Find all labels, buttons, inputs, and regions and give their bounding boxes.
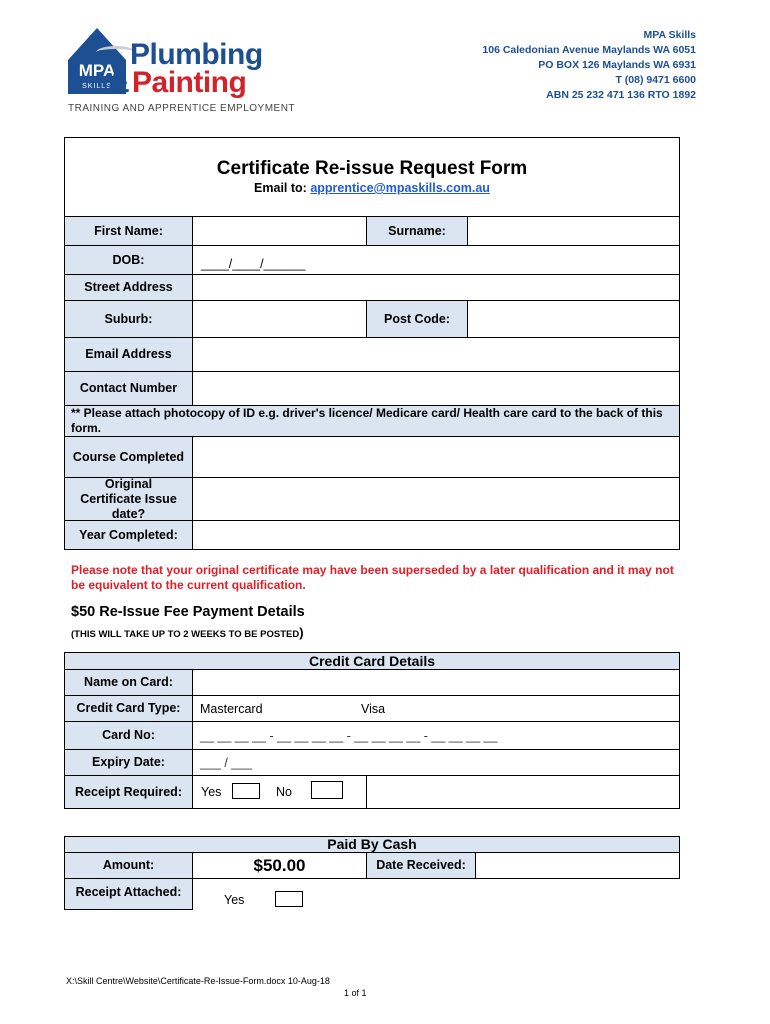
date-received-label: Date Received:	[366, 852, 476, 879]
logo-tagline: TRAINING AND APPRENTICE EMPLOYMENT	[68, 103, 296, 114]
logo-sub: SKILLS	[82, 83, 112, 90]
suburb-field[interactable]	[192, 300, 367, 338]
suburb-label: Suburb:	[64, 300, 193, 338]
payment-subheading-text: (THIS WILL TAKE UP TO 2 WEEKS TO BE POSTED	[71, 629, 300, 640]
email-address-label: Email Address	[64, 337, 193, 372]
payment-subheading-close: )	[299, 625, 304, 640]
credit-card-title: Credit Card Details	[64, 652, 680, 670]
original-cert-label: Original Certificate Issue date?	[64, 477, 193, 521]
receipt-yes-label: Yes	[201, 785, 222, 799]
footer-path: X:\Skill Centre\Website\Certificate-Re-Issue-Form.docx 10-Aug-18	[66, 976, 330, 986]
contact-field[interactable]	[192, 371, 680, 406]
receipt-required-label: Receipt Required:	[64, 775, 193, 809]
expiry-field[interactable]: ___ / ___	[192, 749, 680, 776]
receipt-attached-checkbox[interactable]	[275, 891, 303, 907]
receipt-no-checkbox[interactable]	[311, 781, 343, 799]
org-name: MPA Skills	[643, 29, 696, 41]
org-address: 106 Caledonian Avenue Maylands WA 6051	[482, 44, 696, 56]
cash-amount-label: Amount:	[64, 852, 193, 879]
receipt-attached-options	[192, 878, 367, 910]
supersede-notice: Please note that your original certificate may have been superseded by a later qualification and it may not be equivalent to the current qualification.	[71, 563, 674, 592]
id-note: ** Please attach photocopy of ID e.g. driver's licence/ Medicare card/ Health care card to the back of this form.	[64, 405, 680, 437]
postcode-label: Post Code:	[366, 300, 468, 338]
surname-field[interactable]	[467, 216, 680, 246]
email-link[interactable]: apprentice@mpaskills.com.au	[310, 181, 490, 195]
original-cert-field[interactable]	[192, 477, 680, 521]
org-abn: ABN 25 232 471 136 RTO 1892	[546, 89, 696, 101]
logo-ampersand: &	[108, 66, 130, 99]
email-line	[64, 181, 680, 195]
expiry-label: Expiry Date:	[64, 749, 193, 776]
payment-subheading	[71, 625, 304, 640]
form-title: Certificate Re-issue Request Form	[216, 158, 528, 179]
card-name-field[interactable]	[192, 669, 680, 696]
card-type-visa[interactable]: Visa	[361, 701, 386, 716]
card-type-field	[192, 695, 680, 722]
dob-label: DOB:	[64, 245, 193, 275]
cash-title: Paid By Cash	[64, 836, 680, 853]
org-phone: T (08) 9471 6600	[615, 74, 696, 86]
contact-label: Contact Number	[64, 371, 193, 406]
receipt-no-label: No	[276, 785, 292, 799]
card-number-label: Card No:	[64, 721, 193, 750]
logo-word-plumbing: Plumbing	[130, 38, 263, 71]
street-field[interactable]	[192, 274, 680, 301]
logo-abbr: MPA	[78, 61, 116, 80]
surname-label: Surname:	[366, 216, 468, 246]
year-label: Year Completed:	[64, 520, 193, 550]
course-label: Course Completed	[64, 436, 193, 478]
first-name-label: First Name:	[64, 216, 193, 246]
date-received-field[interactable]	[475, 852, 680, 879]
receipt-attached-yes-label: Yes	[224, 893, 245, 907]
receipt-attached-label: Receipt Attached:	[64, 878, 193, 910]
dob-field[interactable]: ____/____/______	[192, 245, 680, 275]
card-type-mastercard[interactable]: Mastercard	[200, 701, 263, 716]
card-number-field[interactable]: __ __ __ __ - __ __ __ __ - __ __ __ __ - __ __ __ __	[192, 721, 680, 750]
logo-word-painting: Painting	[132, 66, 247, 99]
postcode-field[interactable]	[467, 300, 680, 338]
org-po-box: PO BOX 126 Maylands WA 6931	[538, 59, 696, 71]
org-address-block	[482, 28, 696, 103]
email-address-field[interactable]	[192, 337, 680, 372]
course-field[interactable]	[192, 436, 680, 478]
receipt-blank-cell	[366, 775, 680, 809]
year-field[interactable]	[192, 520, 680, 550]
footer-page: 1 of 1	[344, 988, 367, 998]
card-type-label: Credit Card Type:	[64, 695, 193, 722]
cash-amount-value: $50.00	[192, 852, 367, 879]
email-prefix: Email to:	[254, 181, 311, 195]
receipt-required-options	[192, 775, 367, 809]
receipt-yes-checkbox[interactable]	[232, 783, 260, 799]
street-label: Street Address	[64, 274, 193, 301]
first-name-field[interactable]	[192, 216, 367, 246]
card-name-label: Name on Card:	[64, 669, 193, 696]
payment-heading: $50 Re-Issue Fee Payment Details	[71, 604, 305, 620]
